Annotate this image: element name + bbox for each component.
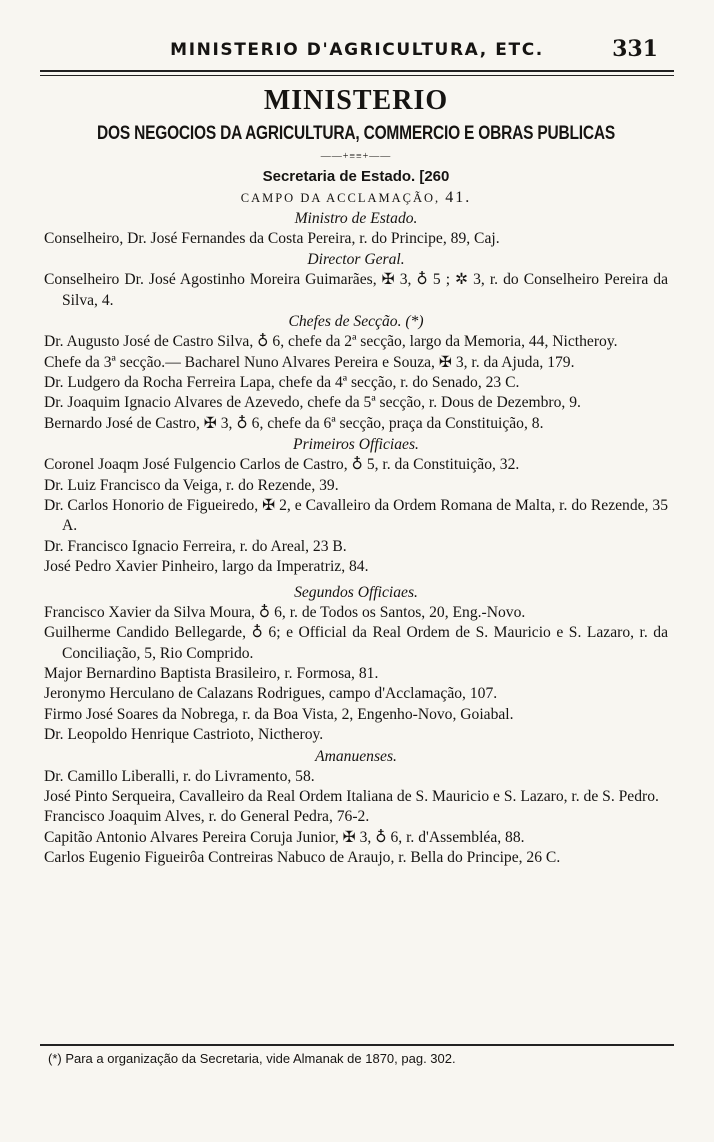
list-item: Conselheiro, Dr. José Fernandes da Costa Pereira, r. do Principe, 89, Caj. <box>44 230 500 247</box>
section-heading-clerks: Amanuenses. <box>315 747 397 765</box>
ministry-subtitle: DOS NEGOCIOS DA AGRICULTURA, COMMERCIO E OBRAS PUBLICAS <box>96 122 616 144</box>
top-rule <box>40 70 674 76</box>
list-item: Dr. Joaquim Ignacio Alvares de Azevedo, chefe da 5ª secção, r. Dous de Dezembro, 9. <box>44 394 581 412</box>
address-number: 41. <box>445 189 472 206</box>
list-item: Firmo José Soares da Nobrega, r. da Boa Vista, 2, Engenho-Novo, Goiabal. <box>44 705 514 723</box>
section-heading-second-officials: Segundos Officiaes. <box>294 583 418 601</box>
list-item: Guilherme Candido Bellegarde, ♁ 6; e Official da Real Ordem de S. Mauricio e S. Lazaro, r. da Conciliação, 5, Rio Comprido. <box>44 624 668 662</box>
list-item: Dr. Francisco Ignacio Ferreira, r. do Areal, 23 B. <box>44 537 347 555</box>
ornament-divider: ——+≡≡+—— <box>320 151 392 162</box>
address-street: CAMPO DA ACCLAMAÇÃO, <box>240 191 441 205</box>
list-item: Dr. Luiz Francisco da Veiga, r. do Rezende, 39. <box>44 476 339 494</box>
section-heading-director: Director Geral. <box>307 251 405 269</box>
body-text <box>44 84 668 869</box>
page-number: 331 <box>612 36 658 62</box>
section-heading-minister: Ministro de Estado. <box>294 210 418 227</box>
list-item: Dr. Camillo Liberalli, r. do Livramento, 58. <box>44 767 315 785</box>
running-head <box>0 36 714 66</box>
section-heading-chiefs: Chefes de Secção. (*) <box>288 313 424 331</box>
ministry-title: MINISTERIO <box>263 85 449 116</box>
list-item: Bernardo José de Castro, ✠ 3, ♁ 6, chefe da 6ª secção, praça da Constituição, 8. <box>44 414 544 432</box>
list-item: Capitão Antonio Alvares Pereira Coruja Junior, ✠ 3, ♁ 6, r. d'Assembléa, 88. <box>44 828 525 846</box>
department-address <box>44 188 668 208</box>
list-item: Dr. Ludgero da Rocha Ferreira Lapa, chefe da 4ª secção, r. do Senado, 23 C. <box>44 374 520 392</box>
list-item: Conselheiro Dr. José Agostinho Moreira Guimarães, ✠ 3, ♁ 5 ; ✲ 3, r. do Conselheiro Pereira da Silva, 4. <box>44 271 668 309</box>
list-item: Carlos Eugenio Figueirôa Contreiras Nabuco de Araujo, r. Bella do Principe, 26 C. <box>44 849 561 867</box>
footnote-rule <box>40 1044 674 1046</box>
list-item: José Pinto Serqueira, Cavalleiro da Real Ordem Italiana de S. Mauricio e S. Lazaro, r. de S. Pedro. <box>44 787 659 805</box>
list-item: Dr. Augusto José de Castro Silva, ♁ 6, chefe da 2ª secção, largo da Memoria, 44, Nictheroy. <box>44 333 618 351</box>
department-heading: Secretaria de Estado. [260 <box>262 168 450 185</box>
list-item: Francisco Xavier da Silva Moura, ♁ 6, r. de Todos os Santos, 20, Eng.-Novo. <box>44 603 526 621</box>
list-item: Chefe da 3ª secção.— Bacharel Nuno Alvares Pereira e Souza, ✠ 3, r. da Ajuda, 179. <box>44 353 575 371</box>
footnote: (*) Para a organização da Secretaria, vide Almanak de 1870, pag. 302. <box>48 1051 456 1066</box>
list-item: Jeronymo Herculano de Calazans Rodrigues, campo d'Acclamação, 107. <box>44 685 498 703</box>
list-item: Coronel Joaqm José Fulgencio Carlos de Castro, ♁ 5, r. da Constituição, 32. <box>44 456 520 474</box>
list-item: Francisco Joaquim Alves, r. do General Pedra, 76-2. <box>44 808 370 826</box>
section-heading-first-officials: Primeiros Officiaes. <box>293 436 419 454</box>
list-item: Dr. Carlos Honorio de Figueiredo, ✠ 2, e Cavalleiro da Ordem Romana de Malta, r. do Rezende, 35 A. <box>44 497 668 535</box>
running-title: MINISTERIO D'AGRICULTURA, ETC. <box>170 40 544 60</box>
list-item: José Pedro Xavier Pinheiro, largo da Imperatriz, 84. <box>44 558 369 576</box>
list-item: Dr. Leopoldo Henrique Castrioto, Nictheroy. <box>44 726 324 744</box>
list-item: Major Bernardino Baptista Brasileiro, r. Formosa, 81. <box>44 664 379 682</box>
